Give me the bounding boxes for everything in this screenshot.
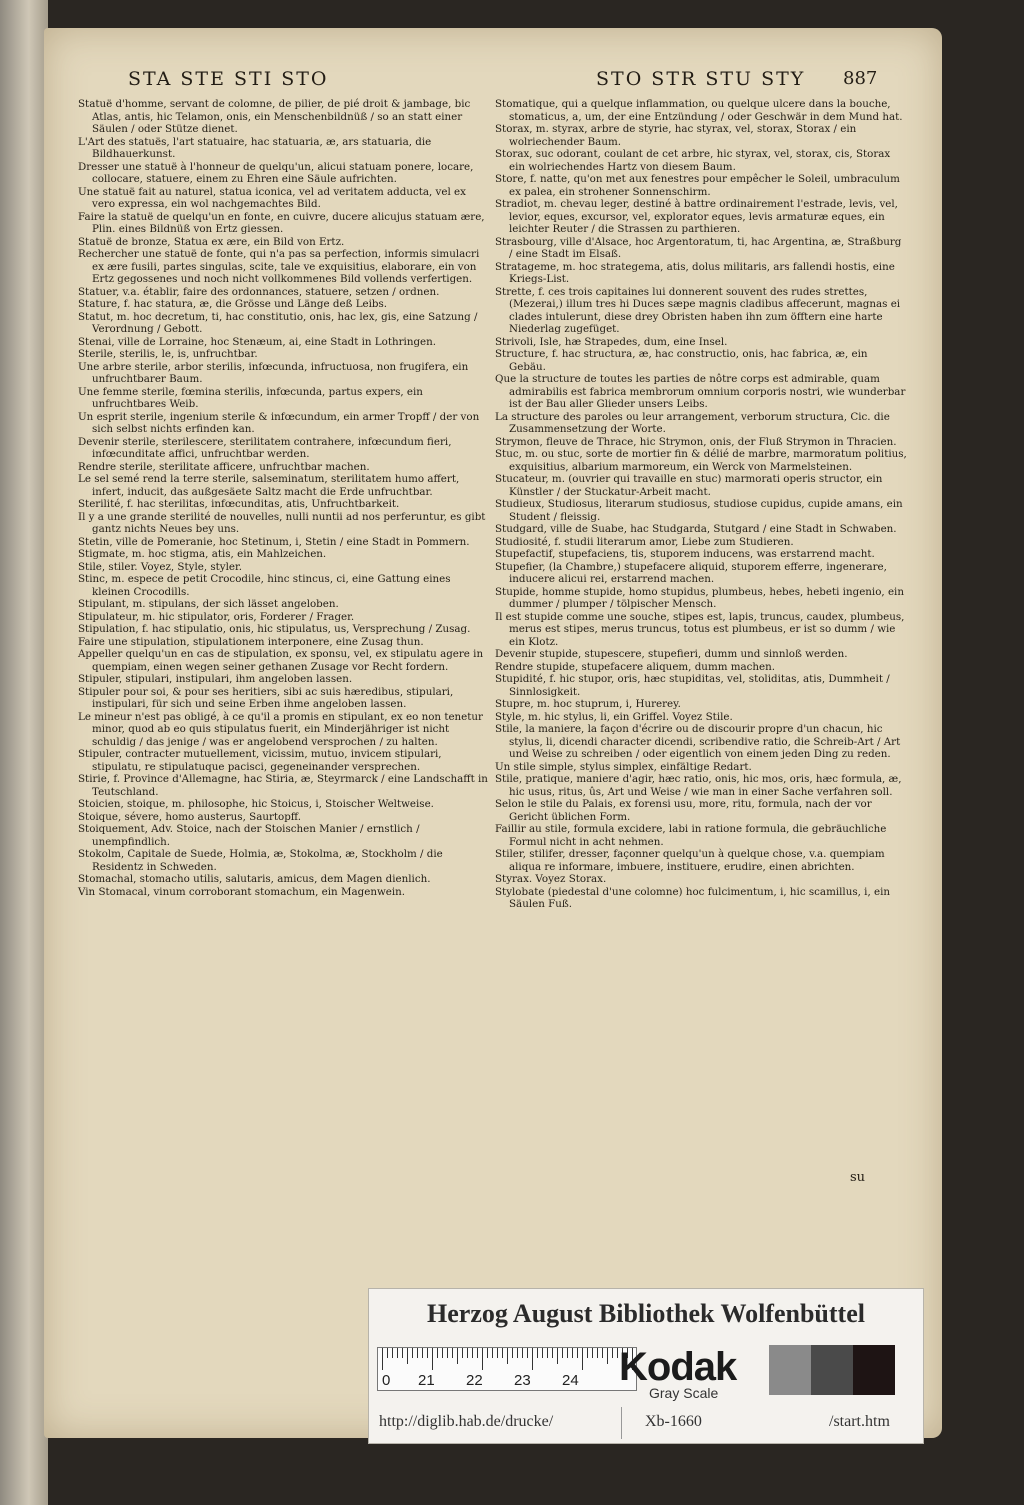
dictionary-entry: Stylobate (piedestal d'une colomne) hoc fulcimentum, i, hic scamillus, i, ein Säulen Fuß. [495, 885, 891, 910]
ruler-tick [392, 1348, 393, 1358]
dictionary-entry: Stucateur, m. (ouvrier qui travaille en stuc) marmorati operis structor, ein Künstler / der Stuckatur-Arbeit macht. [495, 473, 883, 498]
dictionary-entry: Storax, m. styrax, arbre de styrie, hac styrax, vel, storax, Storax / ein wolriechender Baum. [495, 123, 857, 148]
ruler-label: 24 [562, 1372, 579, 1389]
dictionary-entry: Studieux, Studiosus, literarum studiosus, studiose cupidus, cupide amans, ein Student / fleissig. [495, 498, 903, 523]
dictionary-entry: Stomatique, qui a quelque inflammation, ou quelque ulcere dans la bouche, stomaticus, a, um, der eine Entzündung / oder Geschwär in dem Mund hat. [495, 98, 903, 123]
dictionary-entry: Stipuler, stipulari, instipulari, ihm angeloben lassen. [78, 673, 353, 685]
measurement-ruler [377, 1347, 637, 1391]
ruler-tick [447, 1348, 448, 1358]
ruler-tick [467, 1348, 468, 1358]
dictionary-entry: Stupre, m. hoc stuprum, i, Hurerey. [495, 698, 681, 710]
ruler-tick [597, 1348, 598, 1358]
dictionary-entry: Devenir stupide, stupescere, stupefieri, dumm und sinnloß werden. [495, 648, 848, 660]
dictionary-entry: Stile, la maniere, la façon d'écrire ou de discourir propre d'un chacun, hic stylus, li, dicendi character dicendi, scribendive ratio, die Schreib-Art / Art und Weise zu schreiben / oder eigentlich von einem jeden Ding zu reden. [495, 723, 901, 760]
ruler-tick [432, 1348, 433, 1370]
dictionary-entry: Stipuler, contracter mutuellement, vicissim, mutuo, invicem stipulari, stipulatu, re stipulatuque pacisci, gegeneinander versprechen. [78, 748, 442, 773]
ruler-tick [507, 1348, 508, 1364]
card-divider [621, 1407, 622, 1439]
gray-swatch-light [769, 1345, 811, 1395]
ruler-tick [502, 1348, 503, 1358]
dictionary-entry: Selon le stile du Palais, ex forensi usu, more, ritu, formula, nach der vor Gericht üblichen Form. [495, 798, 872, 823]
dictionary-entry: Stipuler pour soi, & pour ses heritiers, sibi ac suis hæredibus, stipulari, instipulari, für sich und seine Erben ihme angeloben lassen. [78, 685, 454, 710]
dictionary-entry: Le sel semé rend la terre sterile, salseminatum, sterilitatem humo affert, infert, inducit, das außgesäete Saltz macht die Erde unfruchtbar. [78, 473, 460, 498]
catchword: su [850, 1170, 866, 1185]
dictionary-entry: Strivoli, Isle, hæ Strapedes, dum, eine Insel. [495, 335, 728, 348]
ruler-tick [442, 1348, 443, 1358]
ruler-tick [602, 1348, 603, 1358]
ruler-tick [517, 1348, 518, 1358]
dictionary-entry: Styrax. Voyez Storax. [495, 873, 607, 885]
ruler-tick [422, 1348, 423, 1358]
ruler-tick [582, 1348, 583, 1370]
gray-swatch-dark [811, 1345, 853, 1395]
library-color-card [368, 1288, 924, 1444]
ruler-tick [592, 1348, 593, 1358]
library-title: Herzog August Bibliothek Wolfenbüttel [427, 1299, 865, 1328]
dictionary-entry: Stokolm, Capitale de Suede, Holmia, æ, Stokolma, æ, Stockholm / die Residentz in Schweden. [78, 848, 443, 873]
dictionary-entry: Stipulant, m. stipulans, der sich lässet angeloben. [78, 598, 339, 610]
shelfmark: Xb-1660 [645, 1413, 702, 1430]
dictionary-entry: Rendre stupide, stupefacere aliquem, dumm machen. [495, 660, 776, 673]
ruler-tick [607, 1348, 608, 1364]
header-right: STO STR STU STY [596, 68, 806, 90]
dictionary-entry: Stile, pratique, maniere d'agir, hæc ratio, onis, hic mos, oris, hæc formula, æ, hic usus, ritus, ûs, Art und Weise / wie man in einer Sache verfahren soll. [495, 773, 902, 798]
start-page-url: /start.htm [829, 1413, 890, 1430]
ruler-tick [577, 1348, 578, 1358]
dictionary-entry: Strette, f. ces trois capitaines lui donnerent souvent des rudes strettes, (Mezerai,) illum tres hi Duces sæpe magnis cladibus affecerunt, magnas ei clades intulerunt, diese drey Obristen haben ihn zum öfftern eine harte Niederlag zugefüget. [495, 285, 901, 335]
ruler-tick [477, 1348, 478, 1358]
dictionary-entry: Statut, m. hoc decretum, ti, hac constitutio, onis, hac lex, gis, eine Satzung / Verordnung / Gebott. [78, 310, 478, 335]
dictionary-entry: Statuë de bronze, Statua ex ære, ein Bild von Ertz. [78, 235, 345, 248]
ruler-tick [397, 1348, 398, 1358]
dictionary-entry: Il est stupide comme une souche, stipes est, lapis, truncus, caudex, plumbeus, merus est stipes, merus truncus, totus est plumbeus, er ist so dumm / wie ein Klotz. [495, 610, 905, 648]
ruler-tick [482, 1348, 483, 1370]
page-number: 887 [843, 68, 878, 89]
ruler-tick [382, 1348, 383, 1370]
dictionary-entry: Stoique, sévere, homo austerus, Saurtopff. [78, 810, 302, 823]
kodak-logo: Kodak [619, 1345, 737, 1389]
dictionary-entry: Strasbourg, ville d'Alsace, hoc Argentoratum, ti, hac Argentina, æ, Straßburg / eine Stadt im Elsaß. [495, 235, 902, 260]
ruler-tick [522, 1348, 523, 1358]
ruler-tick [567, 1348, 568, 1358]
ruler-label: 23 [514, 1372, 531, 1389]
dictionary-entry: Stupefactif, stupefaciens, tis, stuporem inducens, was erstarrend macht. [495, 548, 875, 560]
ruler-tick [457, 1348, 458, 1364]
dictionary-entry: Un esprit sterile, ingenium sterile & infœcundum, ein armer Tropff / der von sich selbst nichts erfinden kan. [78, 410, 480, 435]
ruler-tick [412, 1348, 413, 1358]
ruler-tick [542, 1348, 543, 1358]
dictionary-entry: Stiler, stilifer, dresser, façonner quelqu'un à quelque chose, v.a. quempiam aliqua re informare, imbuere, instituere, erudire, einen abrichten. [495, 848, 885, 873]
previous-page-edge [0, 0, 48, 1505]
dictionary-entry: Faire la statuë de quelqu'un en fonte, en cuivre, ducere alicujus statuam ære, Plin. eines Bildnüß von Ertz giessen. [78, 210, 485, 235]
ruler-tick [512, 1348, 513, 1358]
dictionary-entry: Il y a une grande sterilité de nouvelles, nulli nuntii ad nos perferuntur, es gibt gantz nichts Neues bey uns. [78, 510, 486, 535]
ruler-tick [462, 1348, 463, 1358]
dictionary-entry: Style, m. hic stylus, li, ein Griffel. Voyez Stile. [495, 710, 733, 723]
dictionary-entry: Une statuë fait au naturel, statua iconica, vel ad veritatem adducta, vel ex vero expressa, ein wol nachgemachtes Bild. [78, 185, 466, 210]
ruler-tick [452, 1348, 453, 1358]
dictionary-entry: Stinc, m. espece de petit Crocodile, hinc stincus, ci, eine Gattung eines kleinen Crocodills. [78, 573, 451, 598]
dictionary-entry: Stupide, homme stupide, homo stupidus, plumbeus, hebes, hebeti ingenio, ein dummer / plumper / tölpischer Mensch. [495, 585, 904, 610]
dictionary-entry: Stenai, ville de Lorraine, hoc Stenæum, ai, eine Stadt in Lothringen. [78, 335, 437, 348]
dictionary-entry: Le mineur n'est pas obligé, à ce qu'il a promis en stipulant, ex eo non tenetur minor, quod ab eo quis stipulatus fuerit, ein Minderjähriger ist nicht schuldig / das jenige / was er angelobend versprochen / zu halten. [78, 710, 483, 748]
ruler-tick [407, 1348, 408, 1364]
ruler-tick [537, 1348, 538, 1358]
dictionary-entry: Faillir au stile, formula excidere, labi in ratione formula, die gebräuchliche Formul nicht in acht nehmen. [495, 823, 887, 848]
dictionary-entry: Rechercher une statuë de fonte, qui n'a pas sa perfection, informis simulacri ex ære fusili, partes singulas, scite, tale ve exquisitius, elaborare, ein von Ertz gegossenes und noch nicht vollkommenes Bild vollends verfertigen. [78, 248, 480, 285]
dictionary-entry: Stoiquement, Adv. Stoice, nach der Stoischen Manier / ernstlich / unempfindlich. [78, 823, 420, 848]
dictionary-entry: Stoicien, stoique, m. philosophe, hic Stoicus, i, Stoischer Weltweise. [78, 798, 434, 810]
dictionary-entry: Stigmate, m. hoc stigma, atis, ein Mahlzeichen. [78, 548, 327, 560]
dictionary-entry: Studiosité, f. studii literarum amor, Liebe zum Studieren. [495, 535, 794, 548]
ruler-tick [402, 1348, 403, 1358]
ruler-tick [497, 1348, 498, 1358]
dictionary-entry: Stirie, f. Province d'Allemagne, hac Stiria, æ, Steyrmarck / eine Landschafft in Teutschland. [78, 773, 488, 798]
dictionary-entry: Stupefier, (la Chambre,) stupefacere aliquid, stuporem efferre, ingenerare, inducere alicui rei, erstarrend machen. [495, 560, 887, 585]
dictionary-entry: Stetin, ville de Pomeranie, hoc Stetinum, i, Stetin / eine Stadt in Pommern. [78, 535, 470, 548]
dictionary-entry: Store, f. natte, qu'on met aux fenestres pour empêcher le Soleil, umbraculum ex palea, ein strohener Sonnenschirm. [495, 173, 900, 198]
ruler-label: 21 [418, 1372, 435, 1389]
left-column [78, 98, 490, 898]
dictionary-entry: Storax, suc odorant, coulant de cet arbre, hic styrax, vel, storax, cis, Storax ein wolriechendes Hartz von diesem Baum. [495, 148, 891, 173]
dictionary-entry: Statuer, v.a. établir, faire des ordonnances, statuere, setzen / ordnen. [78, 285, 440, 298]
ruler-tick [552, 1348, 553, 1358]
dictionary-entry: Stipulation, f. hac stipulatio, onis, hic stipulatus, us, Versprechung / Zusag. [78, 623, 471, 635]
ruler-tick [487, 1348, 488, 1358]
ruler-tick [547, 1348, 548, 1358]
ruler-tick [612, 1348, 613, 1358]
dictionary-entry: Stipulateur, m. hic stipulator, oris, Forderer / Frager. [78, 610, 355, 623]
ruler-tick [387, 1348, 388, 1358]
dictionary-entry: Rendre sterile, sterilitate afficere, unfruchtbar machen. [78, 460, 370, 473]
dictionary-entry: Stratageme, m. hoc strategema, atis, dolus militaris, ars fallendi hostis, eine Kriegs-List. [495, 260, 895, 285]
gray-swatch-black [853, 1345, 895, 1395]
ruler-tick [532, 1348, 533, 1370]
dictionary-entry: Stomachal, stomacho utilis, salutaris, amicus, dem Magen dienlich. [78, 873, 431, 885]
dictionary-entry: Appeller quelqu'un en cas de stipulation, ex sponsu, vel, ex stipulatu agere in quempiam, einen wegen seiner gethanen Zusage vor Recht fordern. [78, 648, 484, 673]
ruler-tick [472, 1348, 473, 1358]
ruler-tick [437, 1348, 438, 1358]
library-url: http://diglib.hab.de/drucke/ [379, 1413, 554, 1430]
ruler-tick [427, 1348, 428, 1358]
ruler-tick [527, 1348, 528, 1358]
dictionary-entry: Que la structure de toutes les parties de nôtre corps est admirable, quam admirabilis est fabrica membrorum omnium corporis nostri, wie wunderbar ist der Bau aller Glieder unsers Leibs. [495, 373, 906, 410]
dictionary-entry: Stile, stiler. Voyez, Style, styler. [78, 560, 243, 573]
header-left: STA STE STI STO [128, 68, 329, 90]
dictionary-entry: Stature, f. hac statura, æ, die Grösse und Länge deß Leibs. [78, 298, 388, 310]
dictionary-entry: Studgard, ville de Suabe, hac Studgarda, Stutgard / eine Stadt in Schwaben. [495, 523, 897, 535]
ruler-tick [417, 1348, 418, 1358]
dictionary-entry: Structure, f. hac structura, æ, hac constructio, onis, hac fabrica, æ, ein Gebäu. [495, 348, 868, 373]
ruler-tick [562, 1348, 563, 1358]
dictionary-entry: Statuë d'homme, servant de colomne, de pilier, de pié droit & jambage, bic Atlas, antis, hic Telamon, onis, ein Menschenbildnüß / so an statt einer Säulen / oder Stütze dienet. [78, 98, 471, 135]
dictionary-entry: Vin Stomacal, vinum corroborant stomachum, ein Magenwein. [78, 885, 406, 898]
dictionary-entry: Strymon, fleuve de Thrace, hic Strymon, onis, der Fluß Strymon in Thracien. [495, 435, 897, 448]
dictionary-entry: L'Art des statuës, l'art statuaire, hac statuaria, æ, ars statuaria, die Bildhauerkunst. [78, 135, 432, 160]
dictionary-entry: La structure des paroles ou leur arrangement, verborum structura, Cic. die Zusammensetzung der Worte. [495, 410, 890, 435]
dictionary-entry: Stuc, m. ou stuc, sorte de mortier fin & délié de marbre, marmoratum politius, exquisitius, albarium marmoreum, ein Werck von Marmelsteinen. [495, 448, 907, 473]
dictionary-entry: Sterilité, f. hac sterilitas, infœcunditas, atis, Unfruchtbarkeit. [78, 498, 400, 510]
dictionary-entry: Une femme sterile, fœmina sterilis, infœcunda, partus expers, ein unfruchtbares Weib. [78, 385, 423, 410]
gray-scale-label: Gray Scale [649, 1385, 719, 1401]
dictionary-entry: Dresser une statuë à l'honneur de quelqu'un, alicui statuam ponere, locare, collocare, statuere, einem zu Ehren eine Säule aufrichten. [78, 160, 474, 185]
ruler-tick [557, 1348, 558, 1364]
dictionary-entry: Une arbre sterile, arbor sterilis, infœcunda, infructuosa, non frugifera, ein unfruchtbarer Baum. [78, 360, 469, 385]
dictionary-entry: Stradiot, m. chevau leger, destiné à battre ordinairement l'estrade, levis, vel, levior, eques, excursor, vel, explorator eques, levis armaturæ eques, ein leichter Reuter / die Strassen zu parthieren. [495, 198, 898, 235]
dictionary-entry: Un stile simple, stylus simplex, einfältige Redart. [495, 760, 752, 773]
ruler-tick [572, 1348, 573, 1358]
right-column [495, 98, 907, 911]
ruler-label: 0 [382, 1372, 391, 1389]
dictionary-entry: Faire une stipulation, stipulationem interponere, eine Zusag thun. [78, 635, 424, 648]
dictionary-entry: Devenir sterile, sterilescere, sterilitatem contrahere, infœcundum fieri, infœcunditate affici, unfruchtbar werden. [78, 435, 452, 460]
ruler-tick [587, 1348, 588, 1358]
ruler-label: 22 [466, 1372, 483, 1389]
ruler-tick [492, 1348, 493, 1358]
dictionary-entry: Sterile, sterilis, le, is, unfruchtbar. [78, 348, 258, 360]
dictionary-entry: Stupidité, f. hic stupor, oris, hæc stupiditas, vel, stoliditas, atis, Dummheit / Sinnlosigkeit. [495, 673, 890, 698]
ruler-tick [617, 1348, 618, 1358]
